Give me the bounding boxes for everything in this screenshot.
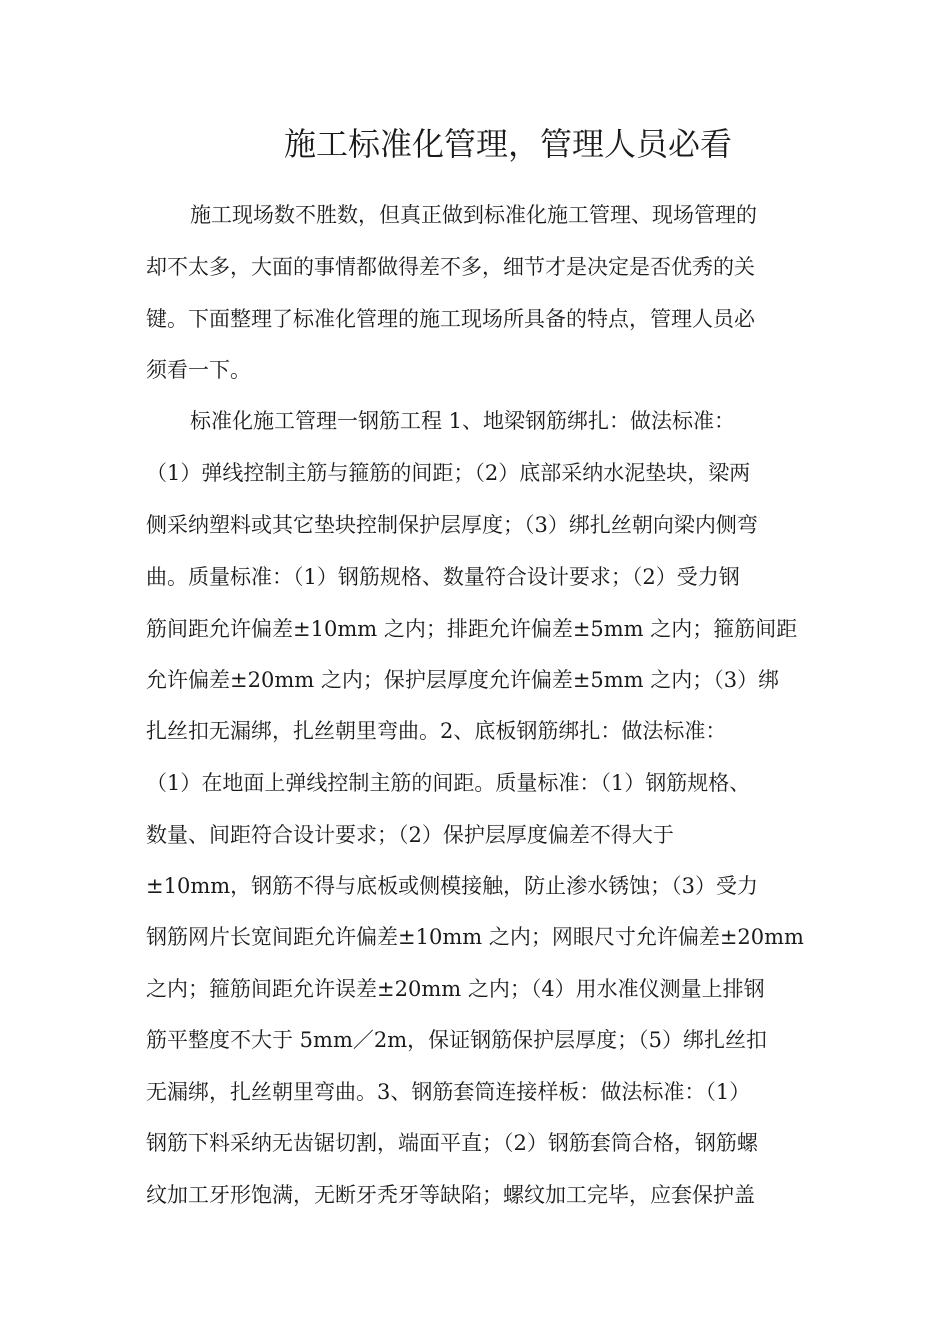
paragraph-line: 键。下面整理了标准化管理的施工现场所具备的特点，管理人员必 (146, 307, 755, 331)
paragraph-line: （1）在地面上弹线控制主筋的间距。质量标准：（1）钢筋规格、 (146, 771, 751, 795)
paragraph-line: 标准化施工管理一钢筋工程 1、地梁钢筋绑扎：做法标准： (190, 409, 736, 433)
paragraph-line: 却不太多，大面的事情都做得差不多，细节才是决定是否优秀的关 (146, 255, 755, 279)
paragraph-line: 侧采纳塑料或其它垫块控制保护层厚度；（3）绑扎丝朝向梁内侧弯 (146, 513, 758, 537)
paragraph-line: 无漏绑，扎丝朝里弯曲。3、钢筋套筒连接样板：做法标准：（1） (146, 1080, 751, 1104)
paragraph-line: 钢筋网片长宽间距允许偏差±10mm 之内；网眼尺寸允许偏差±20mm (146, 925, 804, 949)
paragraph-line: ±10mm，钢筋不得与底板或侧模接触，防止渗水锈蚀；（3）受力 (146, 874, 759, 898)
paragraph-line: 须看一下。 (146, 358, 251, 382)
paragraph-line: 筋平整度不大于 5mm／2m，保证钢筋保护层厚度；（5）绑扎丝扣 (146, 1028, 767, 1052)
paragraph-line: 施工现场数不胜数，但真正做到标准化施工管理、现场管理的 (190, 203, 757, 227)
paragraph-line: 之内；箍筋间距允许误差±20mm 之内；（4）用水准仪测量上排钢 (146, 977, 765, 1001)
paragraph-line: 数量、间距符合设计要求；（2）保护层厚度偏差不得大于 (146, 823, 674, 847)
paragraph-line: 曲。质量标准：（1）钢筋规格、数量符合设计要求；（2）受力钢 (146, 565, 740, 589)
paragraph-line: 允许偏差±20mm 之内；保护层厚度允许偏差±5mm 之内；（3）绑 (146, 668, 780, 692)
document-title: 施工标准化管理，管理人员必看 (283, 125, 732, 163)
paragraph-line: 扎丝扣无漏绑，扎丝朝里弯曲。2、底板钢筋绑扎：做法标准： (146, 719, 727, 743)
paragraph-line: （1）弹线控制主筋与箍筋的间距；（2）底部采纳水泥垫块，梁两 (146, 461, 751, 485)
paragraph-line: 纹加工牙形饱满，无断牙秃牙等缺陷；螺纹加工完毕，应套保护盖 (146, 1183, 755, 1207)
paragraph-line: 筋间距允许偏差±10mm 之内；排距允许偏差±5mm 之内；箍筋间距 (146, 617, 798, 641)
paragraph-line: 钢筋下料采纳无齿锯切割，端面平直；（2）钢筋套筒合格，钢筋螺 (146, 1131, 758, 1155)
